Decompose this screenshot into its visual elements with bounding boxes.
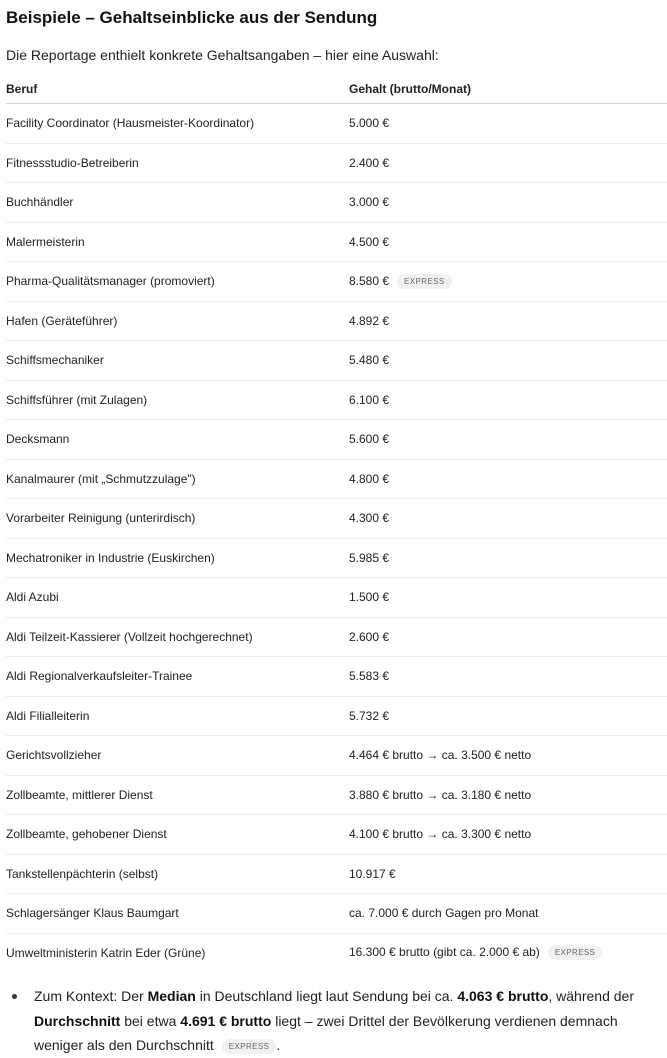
salary-value: 2.600 € (349, 629, 390, 644)
table-row (6, 538, 667, 578)
job-cell: Aldi Filialleiterin (6, 696, 349, 736)
salary-cell (349, 183, 667, 223)
table-row (6, 104, 667, 144)
job-cell: Hafen (Geräteführer) (6, 301, 349, 341)
table-row (6, 775, 667, 815)
salary-cell (349, 815, 667, 855)
header-job: Beruf (6, 74, 349, 104)
salary-cell (349, 380, 667, 420)
salary-value: 4.300 € (349, 511, 390, 526)
job-cell: Aldi Azubi (6, 578, 349, 618)
job-cell: Schiffsführer (mit Zulagen) (6, 380, 349, 420)
table-row (6, 894, 667, 934)
job-cell: Aldi Teilzeit-Kassierer (Vollzeit hochgerechnet) (6, 617, 349, 657)
table-row (6, 183, 667, 223)
salary-value: 5.480 € (349, 353, 390, 368)
salary-cell (349, 578, 667, 618)
table-row (6, 815, 667, 855)
table-row (6, 499, 667, 539)
context-bold-median: Median (147, 988, 196, 1004)
context-text-2: in Deutschland liegt laut Sendung bei ca. (195, 988, 458, 1004)
job-cell: Facility Coordinator (Hausmeister-Koordinator) (6, 104, 349, 144)
job-cell: Tankstellenpächterin (selbst) (6, 854, 349, 894)
salary-value: 6.100 € (349, 392, 390, 407)
salary-value: ca. 7.000 € durch Gagen pro Monat (349, 906, 539, 921)
job-cell: Gerichtsvollzieher (6, 736, 349, 776)
context-text-4: bei etwa (120, 1012, 181, 1029)
salary-value: 4.500 € (349, 234, 390, 249)
salary-cell (349, 459, 667, 499)
salary-cell (349, 341, 667, 381)
table-row (6, 341, 667, 381)
table-row (6, 143, 667, 183)
job-cell: Zollbeamte, mittlerer Dienst (6, 775, 349, 815)
job-cell: Zollbeamte, gehobener Dienst (6, 815, 349, 855)
table-header-row (6, 74, 667, 104)
header-salary: Gehalt (brutto/Monat) (349, 74, 667, 104)
salary-cell (349, 617, 667, 657)
table-row (6, 301, 667, 341)
job-cell: Pharma-Qualitätsmanager (promoviert) (6, 262, 349, 302)
source-badge[interactable]: EXPRESS (222, 1039, 277, 1054)
salary-cell (349, 933, 667, 972)
salary-table (6, 74, 667, 972)
job-cell: Malermeisterin (6, 222, 349, 262)
salary-cell (349, 104, 667, 144)
salary-value: 3.000 € (349, 195, 390, 210)
salary-cell (349, 775, 667, 815)
job-cell: Kanalmaurer (mit „Schmutzzulage") (6, 459, 349, 499)
salary-cell (349, 657, 667, 697)
context-text-5: liegt – zwei Drittel der Bevölkerung verdienen demnach weniger als den Durchschnitt (34, 1012, 618, 1053)
salary-cell (349, 894, 667, 934)
salary-value: 5.583 € (349, 669, 390, 684)
context-bold-average-value: 4.691 € brutto (180, 1012, 272, 1029)
salary-value: 4.100 € brutto → ca. 3.300 € netto (349, 827, 532, 842)
job-cell: Decksmann (6, 420, 349, 460)
salary-cell (349, 854, 667, 894)
context-text-6: . (276, 1037, 281, 1053)
job-cell: Mechatroniker in Industrie (Euskirchen) (6, 538, 349, 578)
job-cell: Umweltministerin Katrin Eder (Grüne) (6, 945, 206, 960)
context-bold-median-value: 4.063 € brutto (457, 988, 549, 1004)
context-bullet (6, 984, 661, 1058)
salary-value: 4.892 € (349, 313, 390, 328)
table-row (6, 657, 667, 697)
salary-cell (349, 736, 667, 776)
salary-value: 5.732 € (349, 708, 390, 723)
source-badge[interactable]: EXPRESS (397, 274, 452, 289)
job-cell: Fitnessstudio-Betreiberin (6, 143, 349, 183)
salary-value: 16.300 € brutto (gibt ca. 2.000 € ab) (349, 945, 540, 960)
bullet-dot (12, 994, 17, 999)
salary-cell (349, 499, 667, 539)
job-cell: Schlagersänger Klaus Baumgart (6, 894, 349, 934)
table-row (6, 380, 667, 420)
context-text-3: , während der (548, 988, 634, 1004)
salary-cell (349, 143, 667, 183)
table-row (6, 854, 667, 894)
context-bold-average: Durchschnitt (34, 1012, 121, 1029)
intro-text: Die Reportage enthielt konkrete Gehaltsangaben – hier eine Auswahl: (6, 47, 439, 63)
table-row (6, 933, 667, 972)
table-body (6, 104, 667, 973)
salary-value: 10.917 € (349, 866, 396, 881)
job-cell: Vorarbeiter Reinigung (unterirdisch) (6, 499, 349, 539)
salary-cell (349, 538, 667, 578)
table-row (6, 578, 667, 618)
context-text-1: Zum Kontext: Der (34, 988, 148, 1004)
salary-cell (349, 301, 667, 341)
section-heading: Beispiele – Gehaltseinblicke aus der Sendung (6, 8, 378, 27)
salary-value: 4.800 € (349, 471, 390, 486)
salary-cell (349, 420, 667, 460)
table-row (6, 420, 667, 460)
salary-value: 8.580 € (349, 273, 390, 288)
salary-value: 1.500 € (349, 590, 390, 605)
salary-cell (349, 222, 667, 262)
table-row (6, 222, 667, 262)
salary-value: 2.400 € (349, 155, 390, 170)
table-row (6, 617, 667, 657)
salary-value: 4.464 € brutto → ca. 3.500 € netto (349, 748, 532, 763)
salary-cell (349, 696, 667, 736)
salary-value: 5.000 € (349, 116, 390, 131)
job-cell: Schiffsmechaniker (6, 341, 349, 381)
table-row (6, 459, 667, 499)
salary-value: 5.985 € (349, 550, 390, 565)
job-cell: Buchhändler (6, 183, 349, 223)
source-badge[interactable]: EXPRESS (548, 945, 603, 960)
salary-value: 3.880 € brutto → ca. 3.180 € netto (349, 787, 532, 802)
table-row (6, 262, 667, 302)
table-row (6, 696, 667, 736)
job-cell: Aldi Regionalverkaufsleiter-Trainee (6, 657, 349, 697)
salary-cell (349, 262, 667, 302)
table-row (6, 736, 667, 776)
salary-value: 5.600 € (349, 432, 390, 447)
